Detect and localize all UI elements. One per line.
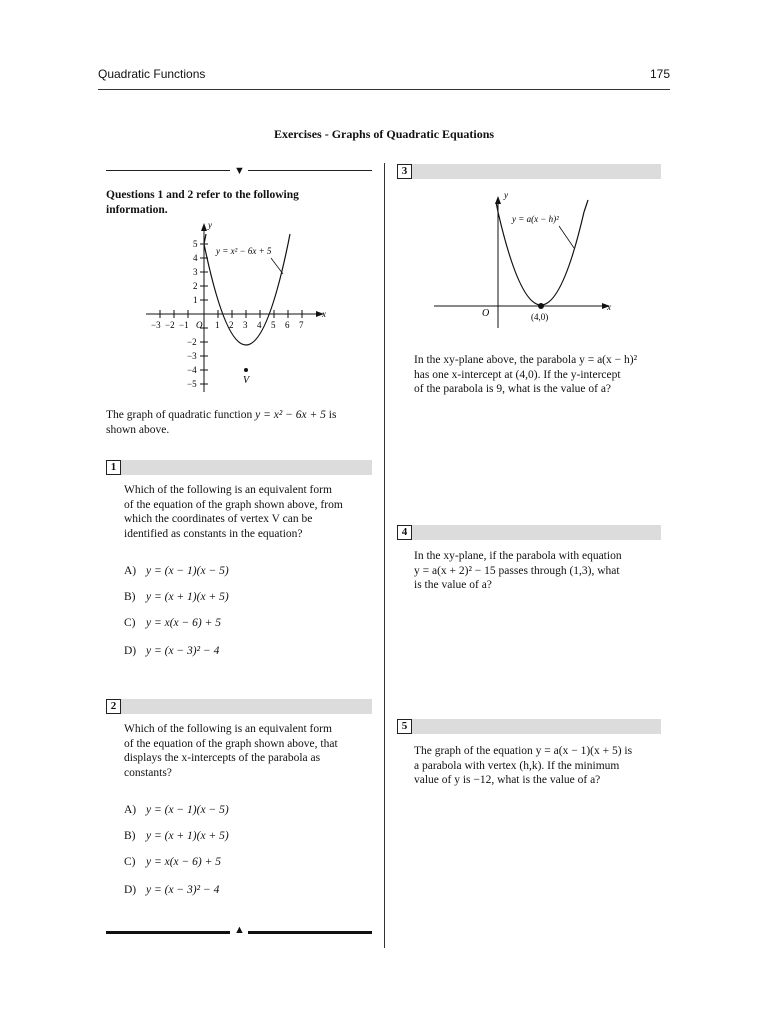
question-3-text: In the xy-plane above, the parabola y = a(x − h)² has one x-intercept at (4,0). If the y-intercept of the parabola is 9, what is the value of a? xyxy=(414,354,638,395)
label-pointer xyxy=(271,258,283,274)
question-2-choice-c[interactable]: C) y = x(x − 6) + 5 xyxy=(124,856,222,868)
x-tick-label: −3 xyxy=(151,320,161,330)
x-tick-label: 3 xyxy=(243,320,248,330)
question-1-number: 1 xyxy=(106,460,121,475)
header-rule xyxy=(98,89,670,90)
question-2-choice-b[interactable]: B) y = (x + 1)(x + 5) xyxy=(124,830,229,842)
page-number: 175 xyxy=(649,67,670,81)
triangle-down-icon: ▼ xyxy=(234,165,245,177)
y-tick-label: 2 xyxy=(193,281,198,291)
equation-label: y = a(x − h)² xyxy=(512,214,559,224)
exercise-title: Exercises - Graphs of Quadratic Equations xyxy=(273,127,495,141)
x-tick-label: 5 xyxy=(271,320,276,330)
y-tick-label: −3 xyxy=(187,351,197,361)
x-tick-label: 2 xyxy=(229,320,234,330)
column-divider xyxy=(384,163,385,948)
question-1-bar xyxy=(106,460,372,475)
parabola-graph-1 xyxy=(140,220,330,395)
question-2-choice-d[interactable]: D) y = (x − 3)² − 4 xyxy=(124,884,220,896)
intro-heading: Questions 1 and 2 refer to the following information. xyxy=(106,189,299,216)
intro-caption: The graph of quadratic function y = x² − 6x + 5 is shown above. xyxy=(106,409,337,436)
footer-rule-right xyxy=(248,931,372,934)
y-tick-label: −5 xyxy=(187,379,197,389)
y-tick-label: 1 xyxy=(193,295,198,305)
question-1-text: Which of the following is an equivalent form of the equation of the graph shown above, from which the coordinates of vertex V can be identified as constants in the equation? xyxy=(124,484,343,540)
y-tick-label: −2 xyxy=(187,337,197,347)
x-tick-label: 6 xyxy=(285,320,290,330)
point-label: (4,0) xyxy=(531,312,549,322)
y-tick-label: 3 xyxy=(193,267,198,277)
question-1-choice-d[interactable]: D) y = (x − 3)² − 4 xyxy=(124,645,220,657)
label-pointer xyxy=(559,226,574,248)
question-2-choice-a[interactable]: A) y = (x − 1)(x − 5) xyxy=(124,804,229,816)
question-1-choice-c[interactable]: C) y = x(x − 6) + 5 xyxy=(124,617,222,629)
x-axis-label: x xyxy=(322,309,326,319)
question-1-choice-a[interactable]: A) y = (x − 1)(x − 5) xyxy=(124,565,229,577)
parabola-curve xyxy=(498,212,584,305)
y-tick-label: 4 xyxy=(193,253,198,263)
question-5-text: The graph of the equation y = a(x − 1)(x + 5) is a parabola with vertex (h,k). If the minimum value of y is −12, what is the value of a? xyxy=(414,745,633,786)
question-1-choice-b[interactable]: B) y = (x + 1)(x + 5) xyxy=(124,591,229,603)
y-tick-label: −4 xyxy=(187,365,197,375)
question-4-bar xyxy=(397,525,661,540)
y-axis-label: y xyxy=(208,220,212,230)
y-axis-label: y xyxy=(504,190,508,200)
question-5-number: 5 xyxy=(397,719,412,734)
question-3-number: 3 xyxy=(397,164,412,179)
x-tick-label: −2 xyxy=(165,320,175,330)
x-tick-label: 4 xyxy=(257,320,262,330)
origin-label: O xyxy=(482,308,490,319)
equation-label: y = x² − 6x + 5 xyxy=(216,246,272,256)
x-tick-label: −1 xyxy=(179,320,189,330)
triangle-up-icon: ▲ xyxy=(234,924,245,936)
vertex-point xyxy=(244,368,248,372)
parabola-graph-3 xyxy=(430,188,620,333)
intro-rule-right xyxy=(248,170,372,171)
question-4-number: 4 xyxy=(397,525,412,540)
x-axis-label: x xyxy=(607,302,611,312)
origin-label: O xyxy=(196,320,203,330)
x-tick-label: 7 xyxy=(299,320,304,330)
question-2-text: Which of the following is an equivalent form of the equation of the graph shown above, that displays the x-intercepts of the parabola as constants? xyxy=(124,723,338,779)
y-axis-arrow-icon xyxy=(201,223,207,231)
x-intercept-point xyxy=(538,303,544,309)
vertex-label: V xyxy=(243,375,250,386)
chapter-title: Quadratic Functions xyxy=(98,67,206,81)
x-tick-label: 1 xyxy=(215,320,220,330)
footer-rule-left xyxy=(106,931,230,934)
intro-rule-left xyxy=(106,170,230,171)
y-tick-label: 5 xyxy=(193,239,198,249)
question-2-bar xyxy=(106,699,372,714)
question-3-bar xyxy=(397,164,661,179)
question-5-bar xyxy=(397,719,661,734)
question-4-text: In the xy-plane, if the parabola with equation y = a(x + 2)² − 15 passes through (1,3), what is the value of a? xyxy=(414,550,622,591)
question-2-number: 2 xyxy=(106,699,121,714)
